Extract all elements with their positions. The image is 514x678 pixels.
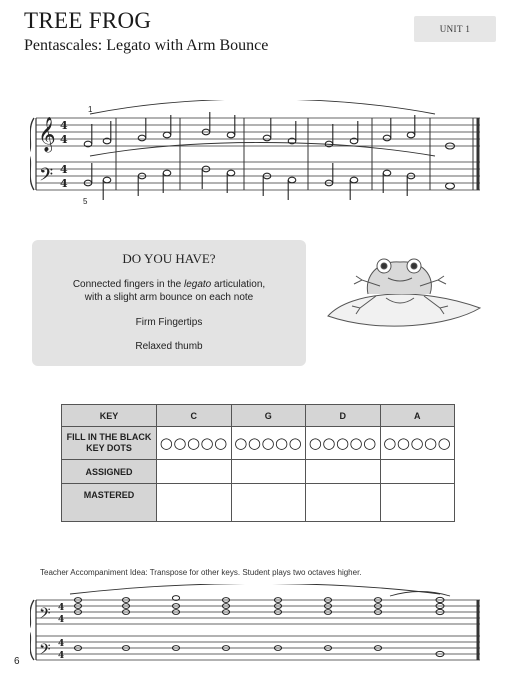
table-row xyxy=(62,460,455,484)
black-key-dots-a[interactable]: ○○○○○ xyxy=(380,427,455,460)
svg-text:4: 4 xyxy=(58,651,65,661)
row-label-assigned: ASSIGNED xyxy=(62,460,157,484)
treble-notes xyxy=(84,112,454,149)
svg-text:4: 4 xyxy=(58,639,65,649)
svg-text:𝄞: 𝄞 xyxy=(38,117,56,152)
teacher-grand-staff xyxy=(30,584,486,664)
student-grand-staff xyxy=(30,100,486,210)
svg-text:𝄢: 𝄢 xyxy=(39,641,51,662)
table-row xyxy=(62,484,455,522)
card-item-firm-fingertips: Firm Fingertips xyxy=(135,317,203,328)
tree-frog-illustration xyxy=(320,246,490,336)
row-label-mastered: MASTERED xyxy=(62,484,157,522)
svg-text:4: 4 xyxy=(60,163,68,176)
unit-label: UNIT 1 xyxy=(439,24,471,34)
header-d: D xyxy=(306,405,381,427)
svg-text:4: 4 xyxy=(60,119,68,132)
page-title: TREE FROG xyxy=(24,8,152,33)
svg-text:4: 4 xyxy=(60,177,68,190)
card-line-2: with a slight arm bounce on each note xyxy=(84,292,254,303)
card-line-1: Connected fingers in the legato articulation, xyxy=(72,279,266,290)
assigned-cell-d[interactable] xyxy=(306,460,381,484)
page-subtitle: Pentascales: Legato with Arm Bounce xyxy=(24,37,269,54)
page-number: 6 xyxy=(14,656,20,667)
accompaniment-chords xyxy=(74,596,444,657)
teacher-accompaniment-note: Teacher Accompaniment Idea: Transpose for other keys. Student plays two octaves higher. xyxy=(40,568,362,577)
svg-text:4: 4 xyxy=(60,133,68,146)
bass-notes xyxy=(84,163,454,200)
mastered-cell-d[interactable] xyxy=(306,484,381,522)
table-header-row xyxy=(62,405,455,427)
svg-text:𝄢: 𝄢 xyxy=(39,605,51,626)
header-g: G xyxy=(231,405,306,427)
svg-text:4: 4 xyxy=(58,603,65,613)
card-item-relaxed-thumb: Relaxed thumb xyxy=(135,341,203,352)
black-key-dots-d[interactable]: ○○○○○ xyxy=(306,427,381,460)
key-progress-table xyxy=(61,404,455,522)
mastered-cell-g[interactable] xyxy=(231,484,306,522)
mastered-cell-a[interactable] xyxy=(380,484,455,522)
do-you-have-card xyxy=(32,240,306,366)
unit-badge xyxy=(414,16,496,42)
card-heading: DO YOU HAVE? xyxy=(122,251,216,266)
svg-text:𝄢: 𝄢 xyxy=(39,165,54,190)
header-c: C xyxy=(157,405,232,427)
mastered-cell-c[interactable] xyxy=(157,484,232,522)
black-key-dots-c[interactable]: ○○○○○ xyxy=(157,427,232,460)
treble-finger-number: 1 xyxy=(88,105,93,114)
table-row xyxy=(62,427,455,460)
header-a: A xyxy=(380,405,455,427)
assigned-cell-g[interactable] xyxy=(231,460,306,484)
header-key: KEY xyxy=(62,405,157,427)
svg-text:4: 4 xyxy=(58,615,65,625)
row-label-fill-dots: FILL IN THE BLACK KEY DOTS xyxy=(62,427,157,460)
bass-finger-number: 5 xyxy=(83,197,88,206)
black-key-dots-g[interactable]: ○○○○○ xyxy=(231,427,306,460)
assigned-cell-a[interactable] xyxy=(380,460,455,484)
assigned-cell-c[interactable] xyxy=(157,460,232,484)
